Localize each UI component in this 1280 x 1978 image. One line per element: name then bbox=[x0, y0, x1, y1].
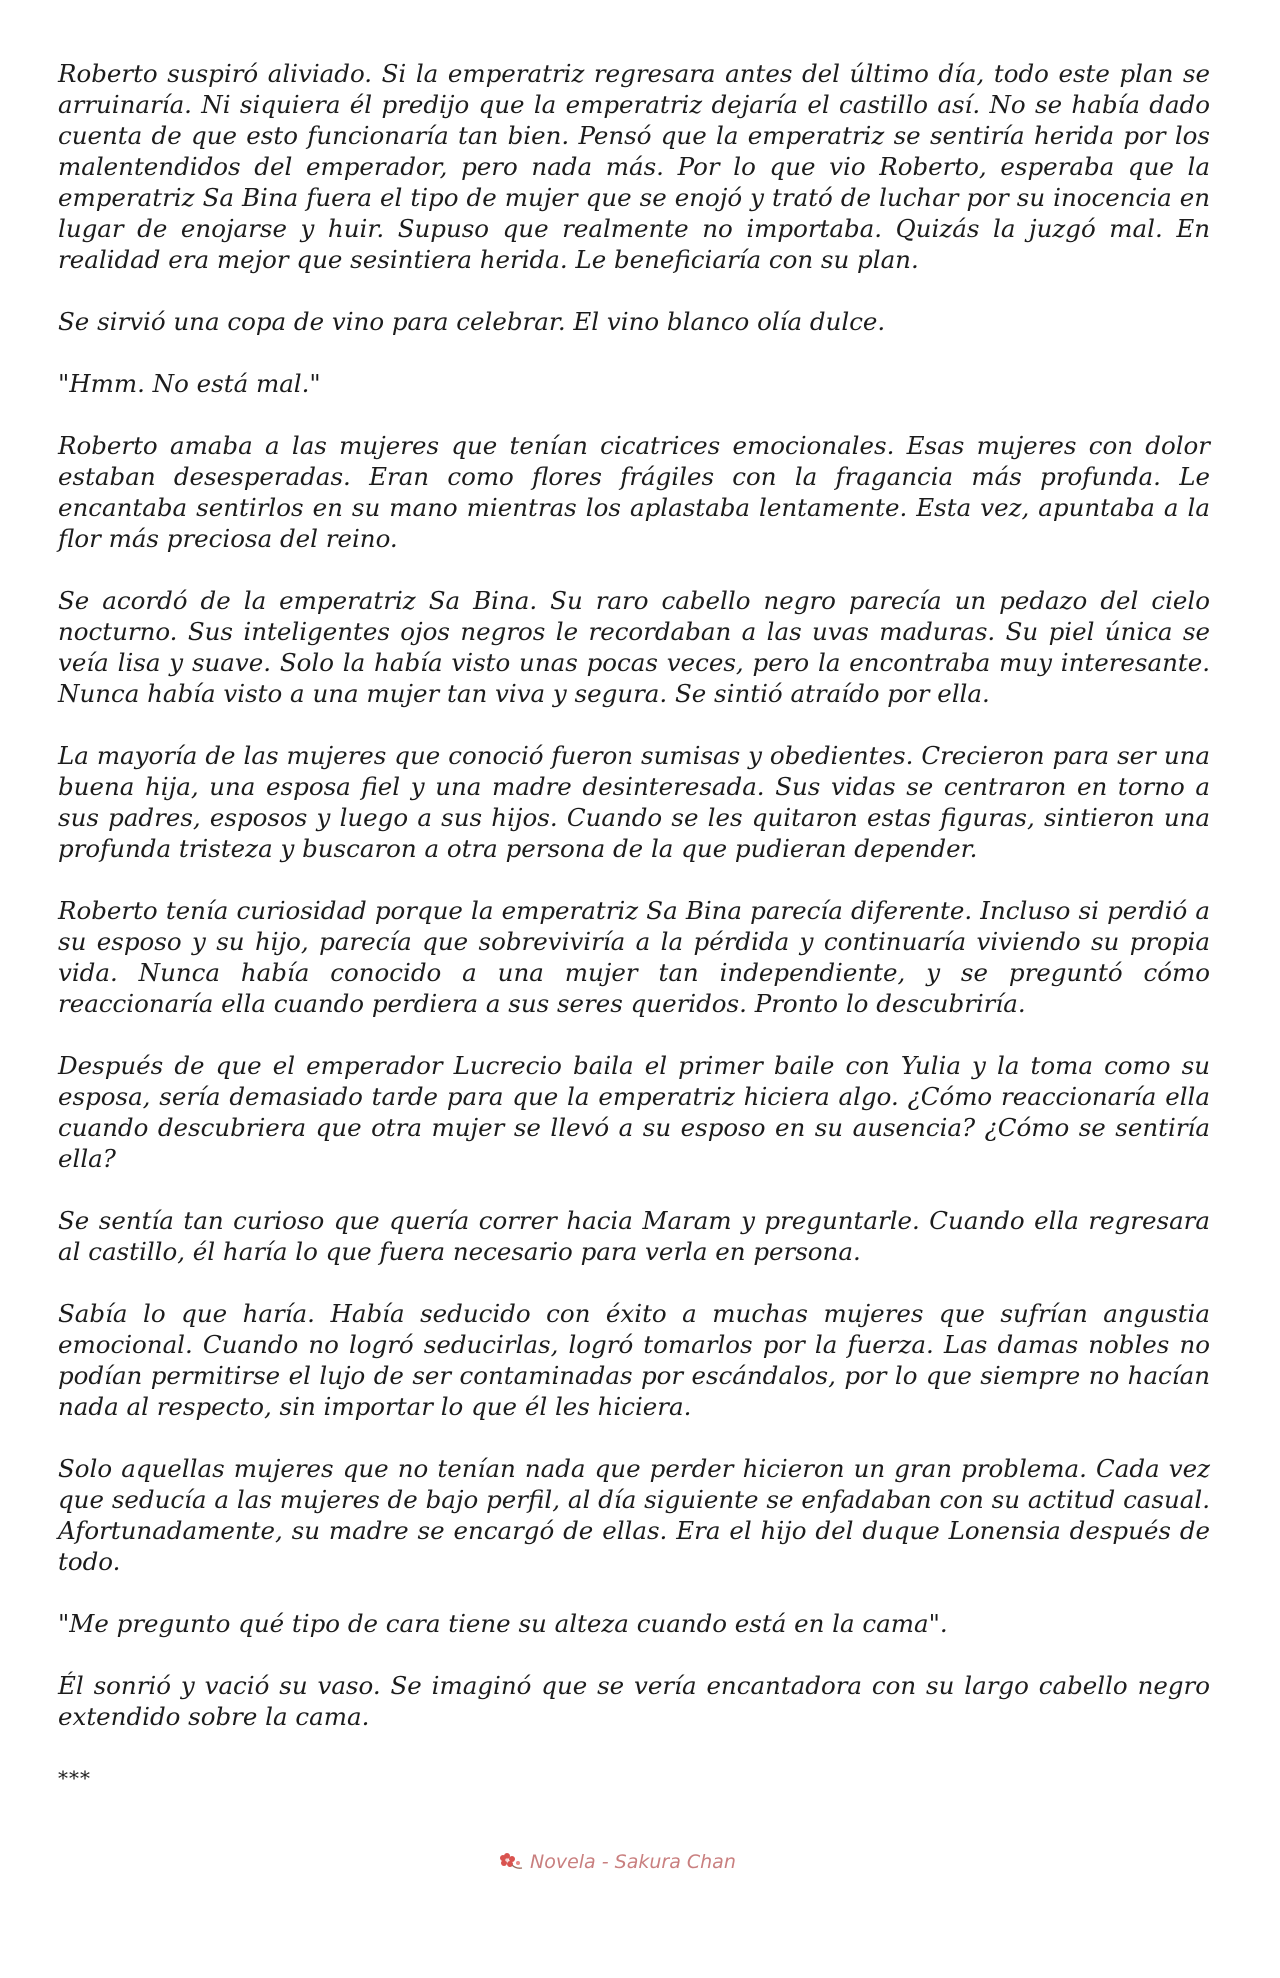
scene-separator: *** bbox=[58, 1766, 91, 1790]
document-page bbox=[58, 58, 1210, 1794]
paragraph: "Me pregunto qué tipo de cara tiene su alteza cuando está en la cama". bbox=[58, 1609, 948, 1638]
paragraph: Roberto tenía curiosidad porque la emperatriz Sa Bina parecía diferente. Incluso si perdió a su esposo y su hijo, parecía que sobreviviría a la pérdida y continuaría viviendo su propia vida. Nunca había conocido a una mujer tan independiente, y se preguntó cómo reaccionaría ella cuando perdiera a sus seres queridos. Pronto lo descubriría. bbox=[58, 896, 1210, 1018]
sakura-flower-icon bbox=[498, 1851, 524, 1873]
paragraph: Sabía lo que haría. Había seducido con éxito a muchas mujeres que sufrían angustia emocional. Cuando no logró seducirlas, logró tomarlos por la fuerza. Las damas nobles no podían permitirse el lujo de ser contaminadas por escándalos, por lo que siempre no hacían nada al respecto, sin importar lo que él les hiciera. bbox=[58, 1299, 1210, 1421]
paragraph: Se sentía tan curioso que quería correr hacia Maram y preguntarle. Cuando ella regresara al castillo, él haría lo que fuera necesario para verla en persona. bbox=[58, 1206, 1210, 1266]
paragraph: Después de que el emperador Lucrecio baila el primer baile con Yulia y la toma como su esposa, sería demasiado tarde para que la emperatriz hiciera algo. ¿Cómo reaccionaría ella cuando descubriera que otra mujer se llevó a su esposo en su ausencia? ¿Cómo se sentiría ella? bbox=[58, 1051, 1210, 1173]
paragraph: Se acordó de la emperatriz Sa Bina. Su raro cabello negro parecía un pedazo del cielo nocturno. Sus inteligentes ojos negros le recordaban a las uvas maduras. Su piel única se veía lisa y suave. Solo la había visto unas pocas veces, pero la encontraba muy interesante. Nunca había visto a una mujer tan viva y segura. Se sintió atraído por ella. bbox=[58, 586, 1210, 708]
paragraph: Solo aquellas mujeres que no tenían nada que perder hicieron un gran problema. Cada vez que seducía a las mujeres de bajo perfil, al día siguiente se enfadaban con su actitud casual. Afortunadamente, su madre se encargó de ellas. Era el hijo del duque Lonensia después de todo. bbox=[58, 1454, 1210, 1576]
paragraph: "Hmm. No está mal." bbox=[58, 369, 321, 398]
watermark-text: Novela - Sakura Chan bbox=[530, 1851, 736, 1873]
paragraph: Roberto amaba a las mujeres que tenían cicatrices emocionales. Esas mujeres con dolor estaban desesperadas. Eran como flores frágiles con la fragancia más profunda. Le encantaba sentirlos en su mano mientras los aplastaba lentamente. Esta vez, apuntaba a la flor más preciosa del reino. bbox=[58, 431, 1210, 553]
watermark bbox=[498, 1851, 736, 1873]
paragraph: Él sonrió y vació su vaso. Se imaginó que se vería encantadora con su largo cabello negro extendido sobre la cama. bbox=[58, 1671, 1210, 1731]
paragraph: La mayoría de las mujeres que conoció fueron sumisas y obedientes. Crecieron para ser una buena hija, una esposa fiel y una madre desinteresada. Sus vidas se centraron en torno a sus padres, esposos y luego a sus hijos. Cuando se les quitaron estas figuras, sintieron una profunda tristeza y buscaron a otra persona de la que pudieran depender. bbox=[58, 741, 1210, 863]
paragraph: Roberto suspiró aliviado. Si la emperatriz regresara antes del último día, todo este plan se arruinaría. Ni siquiera él predijo que la emperatriz dejaría el castillo así. No se había dado cuenta de que esto funcionaría tan bien. Pensó que la emperatriz se sentiría herida por los malentendidos del emperador, pero nada más. Por lo que vio Roberto, esperaba que la emperatriz Sa Bina fuera el tipo de mujer que se enojó y trató de luchar por su inocencia en lugar de enojarse y huir. Supuso que realmente no importaba. Quizás la juzgó mal. En realidad era mejor que sesintiera herida. Le beneficiaría con su plan. bbox=[58, 59, 1210, 274]
paragraph: Se sirvió una copa de vino para celebrar. El vino blanco olía dulce. bbox=[58, 307, 886, 336]
